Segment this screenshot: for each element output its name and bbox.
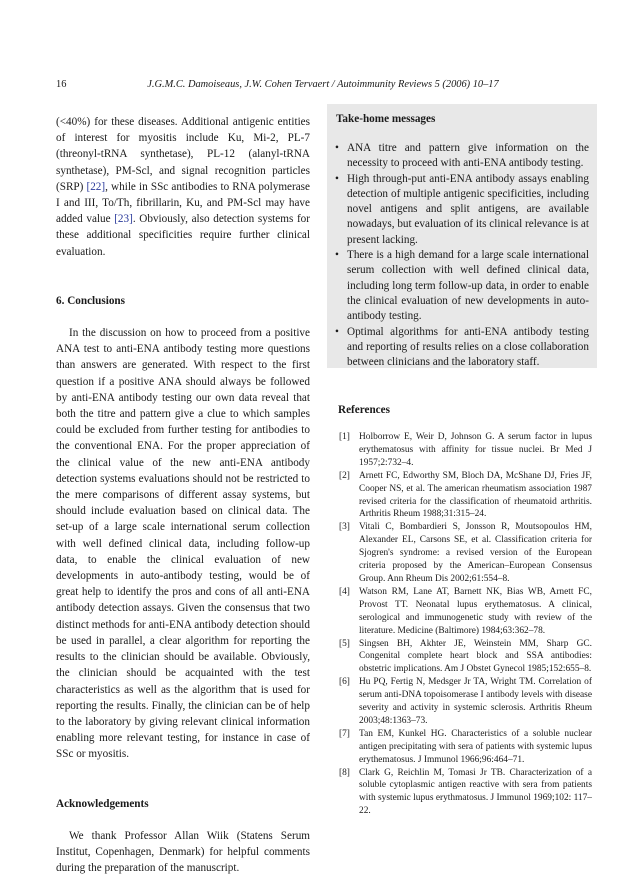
reference-item: [1] Holborrow E, Weir D, Johnson G. A serum factor in lupus erythematosus with affinity for tissue nuclei. Br Med J 1957;2:732–4. <box>339 432 592 468</box>
left-column <box>56 114 310 876</box>
page-number: 16 <box>56 79 67 90</box>
running-head: J.G.M.C. Damoiseaus, J.W. Cohen Tervaert / Autoimmunity Reviews 5 (2006) 10–17 <box>147 79 499 90</box>
reference-number: [7] <box>339 728 350 739</box>
take-home-messages-box <box>327 104 597 368</box>
references-list <box>338 431 592 818</box>
bullet-icon: • <box>335 249 339 262</box>
acknowledgements-paragraph: We thank Professor Allan Wiik (Statens Serum Institut, Copenhagen, Denmark) for helpful comments during the preparation of the manuscript. <box>56 829 310 875</box>
page-header <box>56 79 590 93</box>
paragraph-antigenic-entities: (<40%) for these diseases. Additional antigenic entities of interest for myositis include Ku, Mi-2, PL-7 (threonyl-tRNA synthetase), PL-12 (alanyl-tRNA synthetase), PM-Scl, and signal recognition particles (SRP) [22], while in SSc antibodies to RNA polymerase I and III, To/Th, fibrillarin, Ku, and PM-Scl may have added value [23]. Obviously, also detection systems for these additional specificities require further clinical evaluation. <box>56 116 310 258</box>
reference-item: [5] Singsen BH, Akhter JE, Weinstein MM, Sharp GC. Congenital complete heart block and SSA antibodies: obstetric implications. Am J Obstet Gynecol 1985;152:655–8. <box>339 638 592 675</box>
reference-item: [8] Clark G, Reichlin M, Tomasi Jr TB. Characterization of a soluble cytoplasmic antigen reactive with sera from patients with systemic lupus erythmatosus. J Immunol 1969;102: 117–22. <box>339 767 592 817</box>
reference-item: [2] Arnett FC, Edworthy SM, Bloch DA, McShane DJ, Fries JF, Cooper NS, et al. The american rheumatism association 1987 revised criteria for the classification of rheumatoid arthritis. Arthritis Rheum 1988;31:315–24. <box>339 470 592 520</box>
references-heading: References <box>338 404 390 416</box>
reference-number: [6] <box>339 677 350 688</box>
reference-item: [3] Vitali C, Bombardieri S, Jonsson R, Moutsopoulos HM, Alexander EL, Carsons SE, et al. Classification criteria for Sjogren's syndrome: a revised version of the European criteria proposed by the American–European Consensus Group. Ann Rheum Dis 2002;61:554–8. <box>339 522 592 584</box>
reference-number: [5] <box>339 638 350 649</box>
citation-link-23[interactable]: [23] <box>114 213 133 226</box>
take-home-item: • There is a high demand for a large scale international serum collection with well defined clinical data, including long term follow-up data, in order to enable the clinical evaluation of new developments in auto-antibody testing. <box>335 249 589 323</box>
conclusions-paragraph: In the discussion on how to proceed from a positive ANA test to anti-ENA antibody testing more questions than answers are generated. With respect to the first question if a positive ANA should always be followed by anti-ENA antibody testing our own data reveal that both the titre and pattern give a clue to which samples could be excluded from further testing for antibodies to the conventional ENA. For the proper appreciation of the clinical value of the new anti-ENA antibody detection systems evaluations should not be restricted to the mere comparisons of different assay systems, but should include evaluation based on clinical data. The set-up of a large scale international serum collection with well defined clinical data, including follow-up data, to enable the clinical evaluation of new developments in auto-antibody testing, would be of great help to identify the pros and cons of all anti-ENA antibody detection assays. Given the consensus that two distinct methods for anti-ENA antibody detection should be used in parallel, a clear algorithm for reporting the results to the clinician should be available. Obviously, the clinician should be acquainted with the test characteristics as well as the algorithm that is used for reporting the results. Finally, the clinician can be of help to the laboratory by giving relevant clinical information enabling more relevant testing, for instance in case of SSc or myositis. <box>56 327 310 761</box>
take-home-item: • High through-put anti-ENA antibody assays enabling detection of multiple antigenic specificities, including novel antigens and split antigens, are available nowadays, but evaluation of its clinical relevance is at present lacking. <box>335 172 590 246</box>
acknowledgements-heading: Acknowledgements <box>56 797 149 810</box>
bullet-icon: • <box>335 142 339 154</box>
reference-number: [4] <box>339 586 350 597</box>
reference-number: [2] <box>339 470 350 481</box>
take-home-list <box>335 141 589 370</box>
reference-item: [4] Watson RM, Lane AT, Barnett NK, Bias WB, Arnett FC, Provost TT. Neonatal lupus erythematosus. A clinical, serological and immunogenetic study with review of the literature. Medicine (Baltimore) 1984;63:362–78. <box>339 586 592 636</box>
reference-number: [3] <box>339 522 350 533</box>
bullet-icon: • <box>335 172 339 185</box>
reference-item: [7] Tan EM, Kunkel HG. Characteristics of a soluble nuclear antigen precipitating with sera of patients with systemic lupus erythematosus. J Immunol 1966;96:464–71. <box>339 728 592 765</box>
conclusions-heading: 6. Conclusions <box>56 294 126 307</box>
bullet-icon: • <box>335 325 339 338</box>
reference-number: [1] <box>339 432 350 442</box>
citation-link-22[interactable]: [22] <box>86 180 106 193</box>
take-home-item: • Optimal algorithms for anti-ENA antibody testing and reporting of results relies on a close collaboration between clinicians and the laboratory staff. <box>335 325 589 369</box>
reference-number: [8] <box>339 767 350 778</box>
reference-item: [6] Hu PQ, Fertig N, Medsger Jr TA, Wright TM. Correlation of serum anti-DNA topoisomerase I antibody levels with disease severity and activity in systemic sclerosis. Arthritis Rheum 2003;48:1363–73. <box>339 677 592 726</box>
take-home-title: Take-home messages <box>336 113 436 125</box>
take-home-item: • ANA titre and pattern give information on the necessity to proceed with anti-ENA antibody testing. <box>335 142 589 170</box>
